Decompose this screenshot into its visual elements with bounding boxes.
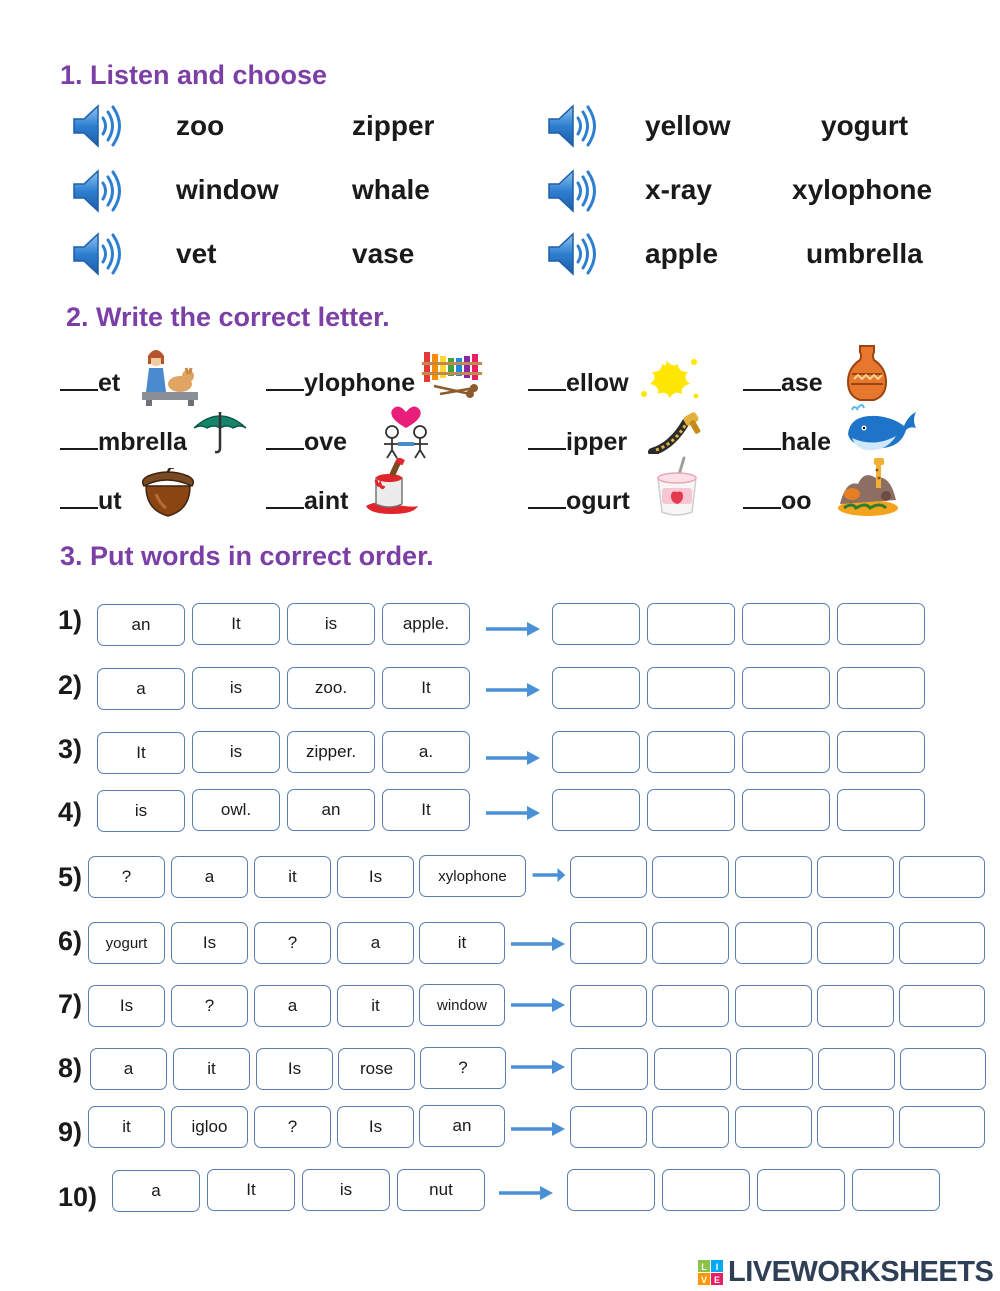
word-tile[interactable]: a. xyxy=(382,731,470,773)
arrow-right-icon xyxy=(510,1121,566,1137)
yellow-splash-icon xyxy=(636,354,702,404)
word-tile[interactable]: a xyxy=(90,1048,167,1090)
speaker-icon[interactable] xyxy=(545,100,597,152)
zoo-icon xyxy=(836,456,900,518)
letter-blank-item: ase xyxy=(743,367,823,396)
answer-slot[interactable] xyxy=(837,789,925,831)
word-tile[interactable]: is xyxy=(192,667,280,709)
letter-blank-item: oo xyxy=(743,485,812,514)
word-tile[interactable]: ? xyxy=(254,922,331,964)
choice-word[interactable]: apple xyxy=(645,238,719,269)
answer-slot[interactable] xyxy=(817,856,894,898)
umbrella-icon xyxy=(192,408,248,454)
badge-letter: V xyxy=(700,1274,708,1285)
row-number: 3) xyxy=(58,734,83,764)
speaker-icon[interactable] xyxy=(70,165,122,217)
brand-name: LIVEWORKSHEETS xyxy=(728,1256,994,1288)
word-tile[interactable]: zoo. xyxy=(287,667,375,709)
word-tile[interactable]: it xyxy=(88,1106,165,1148)
answer-slot[interactable] xyxy=(570,1106,647,1148)
word-tile[interactable]: is xyxy=(97,790,185,832)
yogurt-icon xyxy=(654,456,700,518)
word-tile[interactable]: ? xyxy=(88,856,165,898)
word-tile[interactable]: ? xyxy=(254,1106,331,1148)
answer-slot[interactable] xyxy=(552,731,640,773)
word-tile[interactable]: window xyxy=(419,984,505,1026)
answer-slot[interactable] xyxy=(570,856,647,898)
answer-slot[interactable] xyxy=(742,731,830,773)
answer-slot[interactable] xyxy=(742,789,830,831)
row-number: 6) xyxy=(58,926,83,956)
answer-slot[interactable] xyxy=(552,789,640,831)
answer-slot[interactable] xyxy=(735,856,812,898)
letter-blank-item: ylophone xyxy=(266,367,415,396)
nut-icon xyxy=(138,468,198,518)
answer-slot[interactable] xyxy=(552,667,640,709)
answer-slot[interactable] xyxy=(652,1106,729,1148)
answer-slot[interactable] xyxy=(647,603,735,645)
row-number: 5) xyxy=(58,862,83,892)
answer-slot[interactable] xyxy=(647,789,735,831)
answer-slot[interactable] xyxy=(837,731,925,773)
speaker-icon[interactable] xyxy=(70,100,122,152)
badge-letter: I xyxy=(715,1261,719,1272)
answer-slot[interactable] xyxy=(899,1106,985,1148)
letter-input[interactable] xyxy=(528,485,566,509)
answer-slot[interactable] xyxy=(852,1169,940,1211)
answer-slot[interactable] xyxy=(817,985,894,1027)
section3-heading: 3. Put words in correct order. xyxy=(60,541,434,571)
answer-slot[interactable] xyxy=(736,1048,813,1090)
word-tile[interactable]: xylophone xyxy=(419,855,526,897)
word-tile[interactable]: igloo xyxy=(171,1106,248,1148)
word-tile[interactable]: an xyxy=(419,1105,505,1147)
row-number: 10) xyxy=(58,1182,98,1212)
speaker-icon[interactable] xyxy=(545,228,597,280)
answer-slot[interactable] xyxy=(647,731,735,773)
answer-slot[interactable] xyxy=(662,1169,750,1211)
zipper-icon xyxy=(648,412,704,454)
letter-blank-item: ellow xyxy=(528,367,629,396)
choice-word[interactable]: whale xyxy=(352,174,430,205)
answer-slot[interactable] xyxy=(899,856,985,898)
word-tile[interactable]: an xyxy=(287,789,375,831)
answer-slot[interactable] xyxy=(837,603,925,645)
answer-slot[interactable] xyxy=(817,1106,894,1148)
word-tile[interactable]: an xyxy=(97,604,185,646)
answer-slot[interactable] xyxy=(567,1169,655,1211)
choice-word[interactable]: window xyxy=(176,174,279,205)
row-number: 9) xyxy=(58,1117,83,1147)
letter-blank-item: ipper xyxy=(528,426,627,455)
letter-input[interactable] xyxy=(528,426,566,450)
arrow-right-icon xyxy=(532,867,566,883)
letter-blank-item: ove xyxy=(266,426,347,455)
letter-input[interactable] xyxy=(266,426,304,450)
answer-slot[interactable] xyxy=(647,667,735,709)
choice-word[interactable]: yellow xyxy=(645,110,731,141)
word-tile[interactable]: It xyxy=(382,667,470,709)
arrow-right-icon xyxy=(510,1059,566,1075)
love-icon xyxy=(374,398,440,460)
arrow-right-icon xyxy=(510,997,566,1013)
answer-slot[interactable] xyxy=(654,1048,731,1090)
letter-input[interactable] xyxy=(743,367,781,391)
badge-letter: E xyxy=(713,1274,721,1285)
word-tile[interactable]: Is xyxy=(88,985,165,1027)
word-tile[interactable]: zipper. xyxy=(287,731,375,773)
word-tile[interactable]: is xyxy=(192,731,280,773)
answer-slot[interactable] xyxy=(570,985,647,1027)
word-tile[interactable]: nut xyxy=(397,1169,485,1211)
word-tile[interactable]: is xyxy=(287,603,375,645)
answer-slot[interactable] xyxy=(652,922,729,964)
badge-letter: L xyxy=(701,1261,707,1272)
word-tile[interactable]: Is xyxy=(337,856,414,898)
word-tile[interactable]: Is xyxy=(256,1048,333,1090)
choice-word[interactable]: zoo xyxy=(176,110,225,141)
word-tile[interactable]: Is xyxy=(171,922,248,964)
section2-heading: 2. Write the correct letter. xyxy=(66,302,390,332)
choice-word[interactable]: umbrella xyxy=(806,238,923,269)
answer-slot[interactable] xyxy=(652,856,729,898)
choice-word[interactable]: yogurt xyxy=(821,110,909,141)
letter-input[interactable] xyxy=(60,367,98,391)
word-tile[interactable]: owl. xyxy=(192,789,280,831)
choice-word[interactable]: x-ray xyxy=(645,174,712,205)
letter-input[interactable] xyxy=(266,485,304,509)
choice-word[interactable]: vet xyxy=(176,238,217,269)
arrow-right-icon xyxy=(498,1185,554,1201)
letter-blank-item: ogurt xyxy=(528,485,630,514)
row-number: 8) xyxy=(58,1053,83,1083)
arrow-right-icon xyxy=(485,805,541,821)
row-number: 2) xyxy=(58,670,83,700)
word-tile[interactable]: a xyxy=(337,922,414,964)
word-tile[interactable]: a xyxy=(97,668,185,710)
letter-blank-item: ut xyxy=(60,485,122,514)
answer-slot[interactable] xyxy=(571,1048,648,1090)
letter-blank-item: hale xyxy=(743,426,831,455)
answer-slot[interactable] xyxy=(742,603,830,645)
answer-slot[interactable] xyxy=(552,603,640,645)
answer-slot[interactable] xyxy=(735,922,812,964)
whale-icon xyxy=(846,400,920,454)
word-tile[interactable]: is xyxy=(302,1169,390,1211)
vase-icon xyxy=(846,344,888,402)
arrow-right-icon xyxy=(510,936,566,952)
xylophone-icon xyxy=(420,348,486,400)
word-tile[interactable]: rose xyxy=(338,1048,415,1090)
liveworksheets-logo xyxy=(698,1256,993,1289)
answer-slot[interactable] xyxy=(818,1048,895,1090)
letter-input[interactable] xyxy=(60,426,98,450)
answer-slot[interactable] xyxy=(899,922,985,964)
arrow-right-icon xyxy=(485,621,541,637)
arrow-right-icon xyxy=(485,750,541,766)
word-tile[interactable]: it xyxy=(254,856,331,898)
letter-input[interactable] xyxy=(60,485,98,509)
speaker-icon[interactable] xyxy=(70,228,122,280)
word-tile[interactable]: It xyxy=(192,603,280,645)
answer-slot[interactable] xyxy=(735,1106,812,1148)
choice-word[interactable]: zipper xyxy=(352,110,435,141)
letter-blank-item: aint xyxy=(266,485,348,514)
word-tile[interactable]: ? xyxy=(420,1047,506,1089)
answer-slot[interactable] xyxy=(900,1048,986,1090)
letter-input[interactable] xyxy=(743,485,781,509)
row-number: 7) xyxy=(58,989,83,1019)
paint-icon xyxy=(362,458,422,514)
row-number: 4) xyxy=(58,797,83,827)
section1-heading: 1. Listen and choose xyxy=(60,60,328,90)
choice-word[interactable]: xylophone xyxy=(792,174,933,205)
answer-slot[interactable] xyxy=(837,667,925,709)
word-tile[interactable]: it xyxy=(419,922,505,964)
word-tile[interactable]: ? xyxy=(171,985,248,1027)
word-tile[interactable]: apple. xyxy=(382,603,470,645)
word-tile[interactable]: a xyxy=(171,856,248,898)
word-tile[interactable]: it xyxy=(337,985,414,1027)
word-tile[interactable]: It xyxy=(207,1169,295,1211)
row-number: 1) xyxy=(58,605,83,635)
word-tile[interactable]: it xyxy=(173,1048,250,1090)
word-tile[interactable]: It xyxy=(97,732,185,774)
vet-icon xyxy=(140,346,200,408)
answer-slot[interactable] xyxy=(735,985,812,1027)
letter-blank-item: mbrella xyxy=(60,426,187,455)
live-badge-icon xyxy=(698,1260,724,1286)
answer-slot[interactable] xyxy=(757,1169,845,1211)
letter-input[interactable] xyxy=(743,426,781,450)
word-tile[interactable]: Is xyxy=(337,1106,414,1148)
word-tile[interactable]: a xyxy=(254,985,331,1027)
arrow-right-icon xyxy=(485,682,541,698)
letter-blank-item: et xyxy=(60,367,120,396)
word-tile[interactable]: a xyxy=(112,1170,200,1212)
answer-slot[interactable] xyxy=(742,667,830,709)
answer-slot[interactable] xyxy=(570,922,647,964)
choice-word[interactable]: vase xyxy=(352,238,415,269)
speaker-icon[interactable] xyxy=(545,165,597,217)
answer-slot[interactable] xyxy=(899,985,985,1027)
letter-input[interactable] xyxy=(528,367,566,391)
letter-input[interactable] xyxy=(266,367,304,391)
answer-slot[interactable] xyxy=(652,985,729,1027)
answer-slot[interactable] xyxy=(817,922,894,964)
word-tile[interactable]: yogurt xyxy=(88,922,165,964)
word-tile[interactable]: It xyxy=(382,789,470,831)
